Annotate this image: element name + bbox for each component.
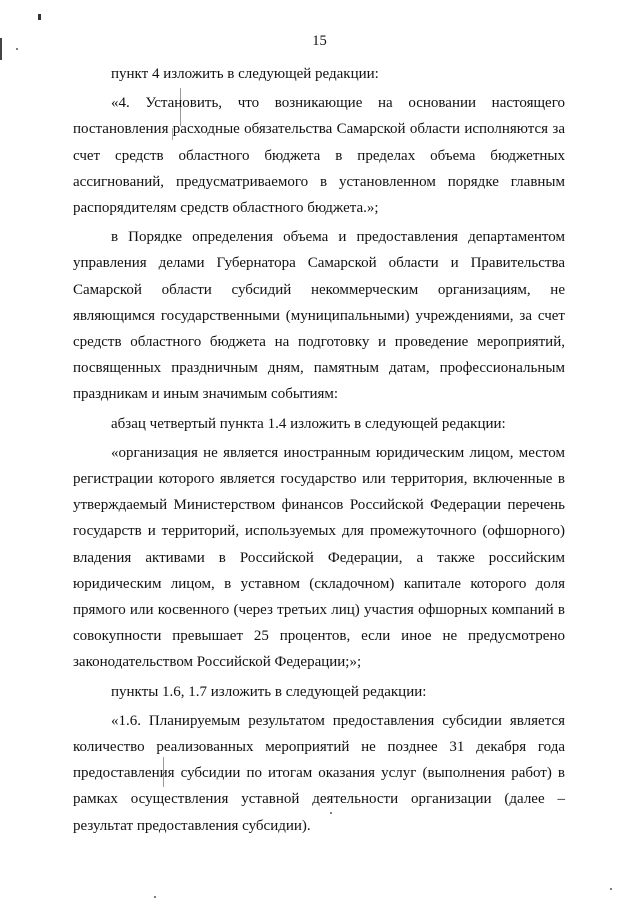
scan-dot — [154, 896, 156, 898]
paragraph: «1.6. Планируемым результатом предоставления субсидии является количество реализованных мероприятий не позднее 31 декабря года предоставления субсидии по итогам оказания услуг (выполнения работ) в рамках осуществления уставной деятельности организации (далее – результат предоставления субсидии). — [73, 712, 565, 834]
paragraph: «организация не является иностранным юридическим лицом, местом регистрации которого является государство или территория, включенные в утверждаемый Министерством финансов Российской Федерации перечень государств и территорий, используемых для промежуточного (офшорного) владения активами в Российской Федерации, а также российским юридическим лицом, в уставном (складочном) капитале которого доля прямого или косвенного (через третьих лиц) участия офшорных компаний в совокупности превышает 25 процентов, если иное не предусмотрено законодательством Российской Федерации;»; — [73, 444, 565, 671]
paragraph: пункты 1.6, 1.7 изложить в следующей редакции: — [111, 683, 427, 700]
paragraph: «4. Установить, что возникающие на основании настоящего постановления расходные обязательства Самарской области исполняются за счет средств областного бюджета в пределах объема бюджетных ассигнований, предусматриваемого в установленном порядке главным распорядителям средств областного бюджета.»; — [73, 95, 565, 217]
document-body — [73, 61, 565, 842]
scan-mark — [38, 14, 41, 20]
paragraph: пункт 4 изложить в следующей редакции: — [111, 66, 379, 82]
paragraph: в Порядке определения объема и предоставления департаментом управления делами Губернатора Самарской области и Правительства Самарской области субсидий некоммерческим организациям, не являющимся государственными (муниципальными) учреждениями, за счет средств областного бюджета на подготовку и проведение мероприятий, посвященных праздничным дням, памятным датам, профессиональным праздникам и иным значимым событиям: — [73, 229, 565, 403]
paragraph: абзац четвертый пункта 1.4 изложить в следующей редакции: — [111, 415, 506, 432]
page-number: 15 — [312, 33, 327, 49]
scan-dot — [610, 888, 612, 890]
